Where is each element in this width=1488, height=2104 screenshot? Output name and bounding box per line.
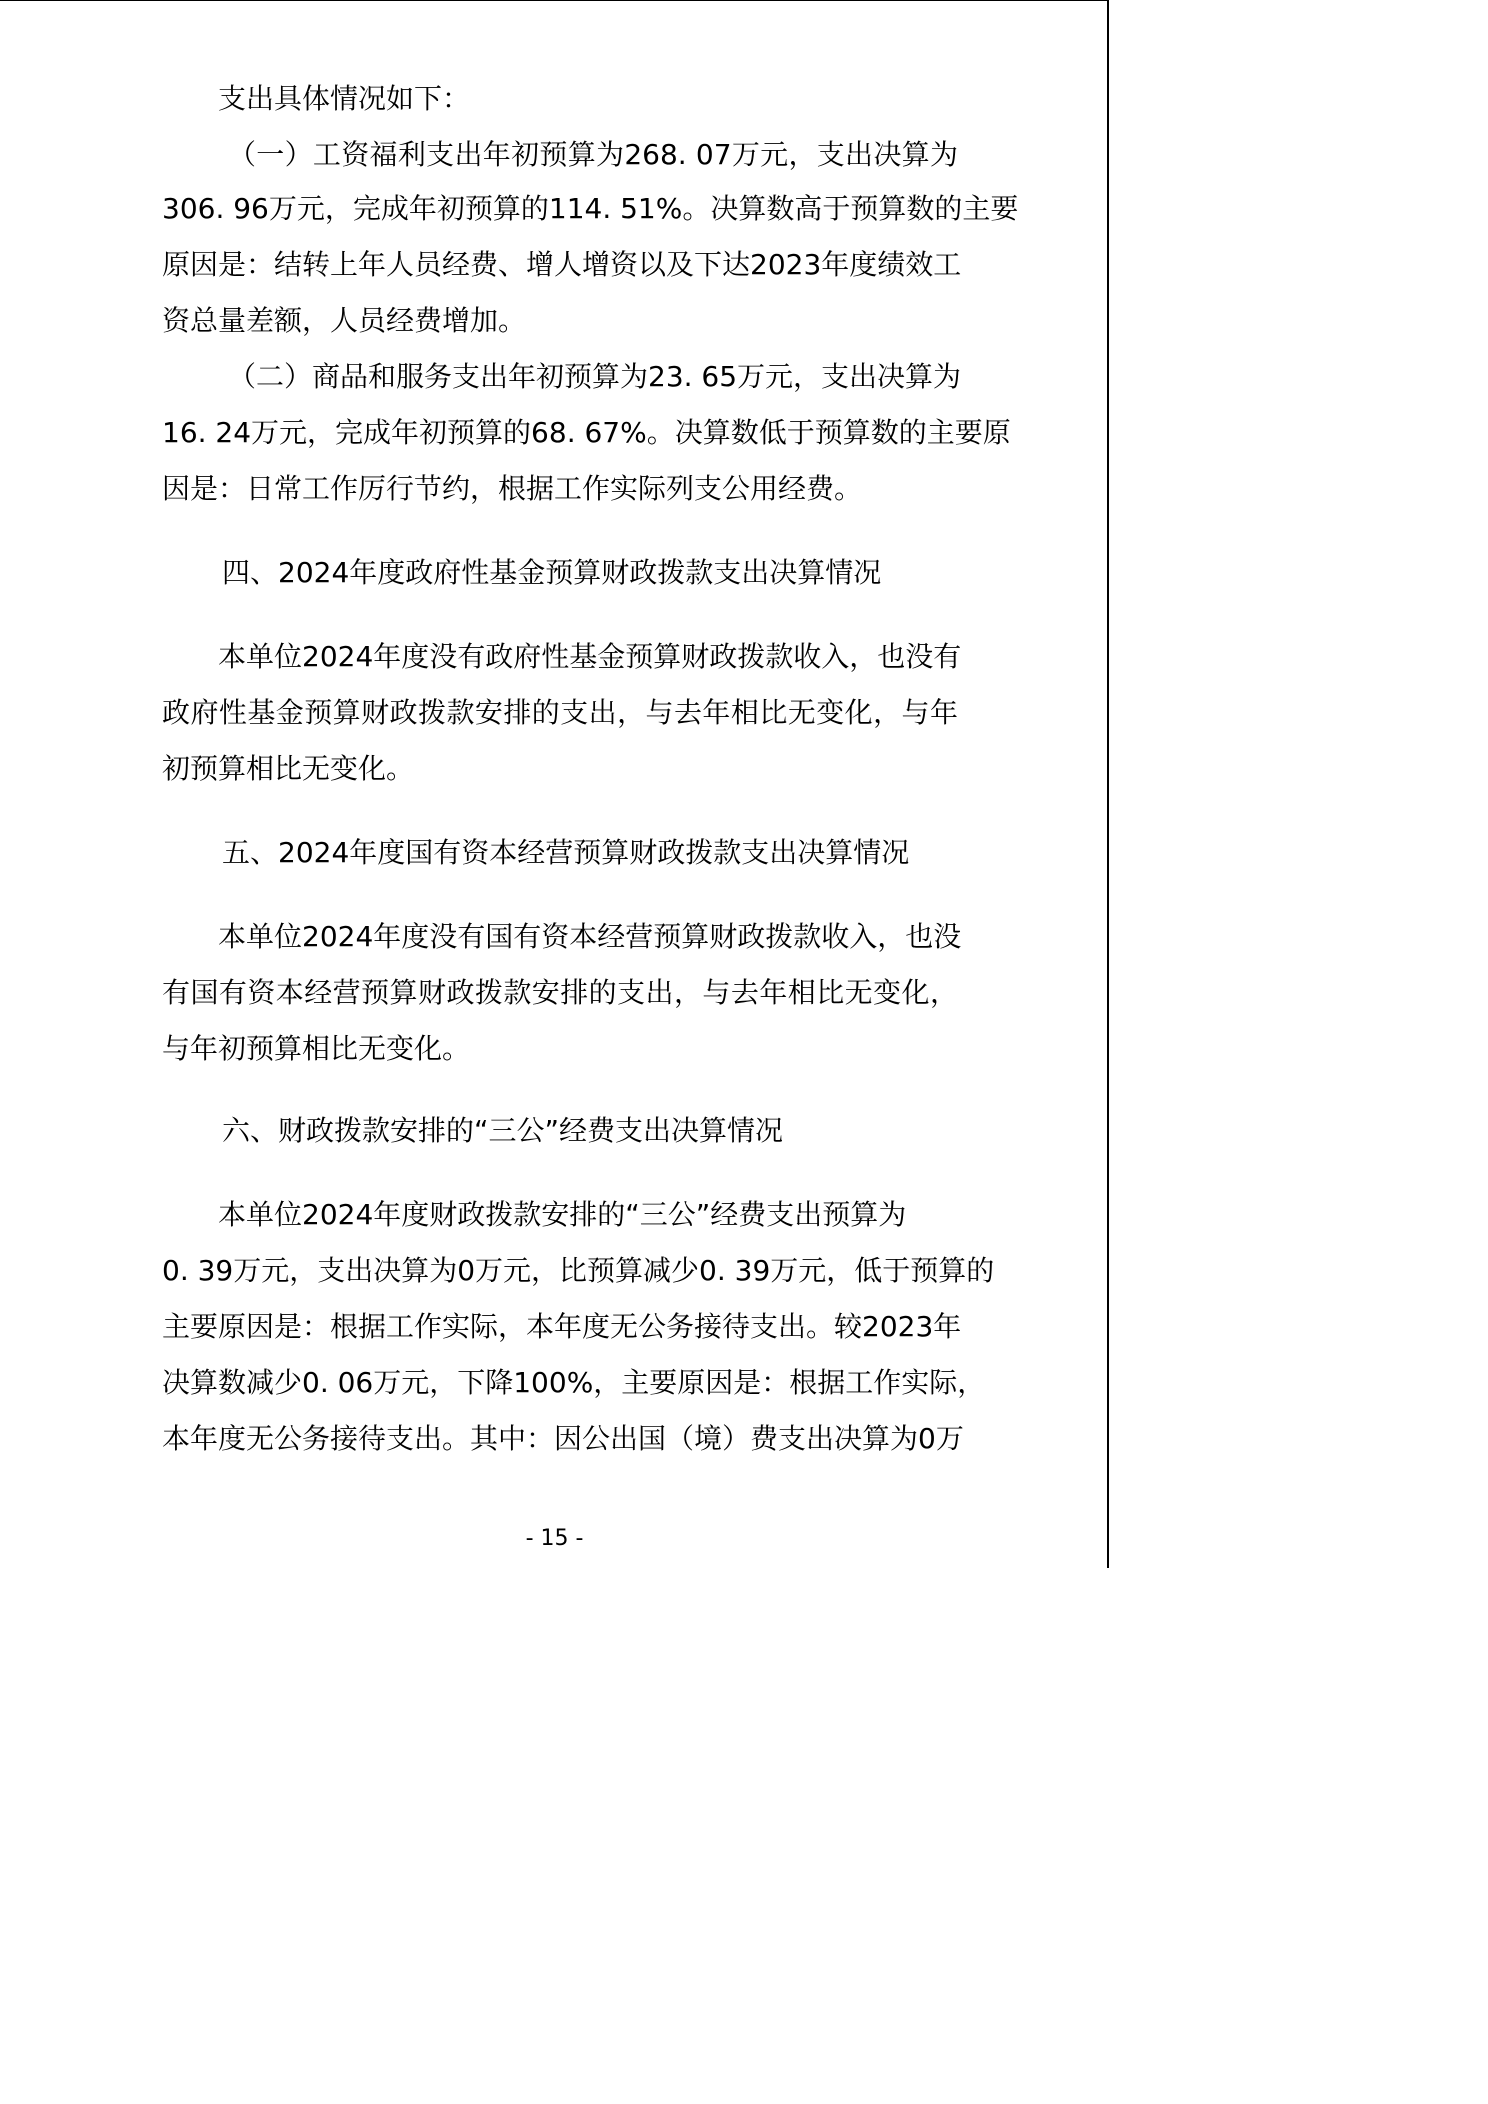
heading-4: 四、2024年度政府性基金预算财政拨款支出决算情况: [222, 556, 882, 589]
section-1-line-4: 资总量差额，人员经费增加。: [162, 304, 527, 337]
heading-5: 五、2024年度国有资本经营预算财政拨款支出决算情况: [222, 836, 910, 869]
paragraph-6-line-2: 0. 39万元，支出决算为0万元，比预算减少0. 39万元，低于预算的: [162, 1254, 995, 1287]
paragraph-5-line-2: 有国有资本经营预算财政拨款安排的支出，与去年相比无变化，: [162, 976, 958, 1009]
section-2-line-1: （二）商品和服务支出年初预算为23. 65万元，支出决算为: [228, 360, 962, 393]
paragraph-6-line-3: 主要原因是：根据工作实际，本年度无公务接待支出。较2023年: [162, 1310, 962, 1343]
paragraph-4-line-1: 本单位2024年度没有政府性基金预算财政拨款收入，也没有: [218, 640, 962, 673]
heading-6: 六、财政拨款安排的“三公”经费支出决算情况: [222, 1114, 784, 1147]
section-2-line-3: 因是：日常工作厉行节约，根据工作实际列支公用经费。: [162, 472, 863, 505]
section-1-line-3: 原因是：结转上年人员经费、增人增资以及下达2023年度绩效工: [162, 248, 962, 281]
section-1-line-2: 306. 96万元，完成年初预算的114. 51%。决算数高于预算数的主要: [162, 192, 1019, 225]
page-number: - 15 -: [525, 1526, 584, 1551]
paragraph-5-line-3: 与年初预算相比无变化。: [162, 1032, 471, 1065]
paragraph-6-line-1: 本单位2024年度财政拨款安排的“三公”经费支出预算为: [218, 1198, 907, 1231]
section-2-line-2: 16. 24万元，完成年初预算的68. 67%。决算数低于预算数的主要原: [162, 416, 1011, 449]
paragraph-4-line-3: 初预算相比无变化。: [162, 752, 415, 785]
paragraph-4-line-2: 政府性基金预算财政拨款安排的支出，与去年相比无变化，与年: [162, 696, 958, 729]
paragraph-6-line-5: 本年度无公务接待支出。其中：因公出国（境）费支出决算为0万: [162, 1422, 964, 1455]
section-1-line-1: （一）工资福利支出年初预算为268. 07万元，支出决算为: [228, 138, 958, 171]
paragraph-6-line-4: 决算数减少0. 06万元，下降100%，主要原因是：根据工作实际，: [162, 1366, 986, 1399]
intro-text: 支出具体情况如下：: [218, 82, 471, 115]
paragraph-5-line-1: 本单位2024年度没有国有资本经营预算财政拨款收入，也没: [218, 920, 962, 953]
